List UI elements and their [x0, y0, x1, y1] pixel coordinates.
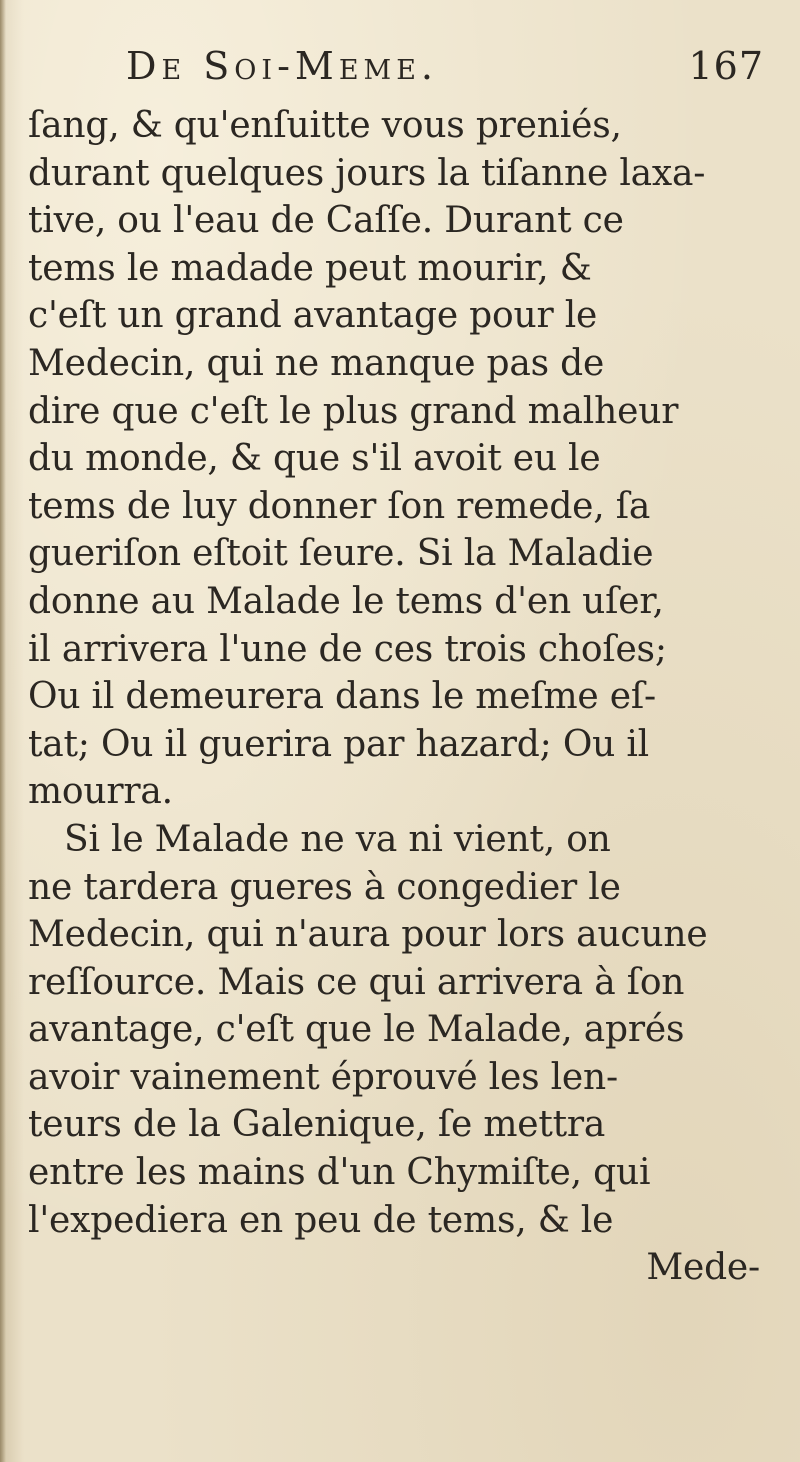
page-number: 167: [688, 44, 764, 88]
text-line: gueriſon eſtoit ſeure. Si la Maladie: [28, 533, 654, 575]
text-line: tems de luy donner ſon remede, ſa: [28, 485, 651, 527]
text-line: tive, ou l'eau de Caſſe. Durant ce: [28, 200, 624, 242]
binding-shadow: [0, 0, 6, 1462]
book-page: [28, 44, 768, 1424]
text-line: avoir vainement éprouvé les len-: [28, 1056, 618, 1098]
text-line: Ou il demeurera dans le meſme eſ-: [28, 676, 656, 718]
text-line: durant quelques jours la tiſanne laxa-: [28, 152, 706, 194]
text-line: tat; Ou il guerira par hazard; Ou il: [28, 723, 649, 765]
text-line: ne tardera gueres à congedier le: [28, 866, 621, 908]
text-line: teurs de la Galenique, ſe mettra: [28, 1104, 606, 1146]
text-line: mourra.: [28, 771, 173, 813]
running-head: [28, 44, 768, 102]
body-text: [28, 102, 768, 1292]
text-line: donne au Malade le tems d'en uſer,: [28, 580, 664, 622]
text-line: entre les mains d'un Chymiſte, qui: [28, 1152, 651, 1194]
text-line: ſang, & qu'enſuitte vous preniés,: [28, 105, 622, 146]
text-line: reſſource. Mais ce qui arrivera à ſon: [28, 961, 685, 1003]
text-line: c'eſt un grand avantage pour le: [28, 295, 598, 337]
text-line: du monde, & que s'il avoit eu le: [28, 438, 601, 480]
catchword: Mede-: [646, 1247, 760, 1289]
text-line: Medecin, qui ne manque pas de: [28, 342, 605, 384]
text-line: Medecin, qui n'aura pour lors aucune: [28, 914, 708, 956]
paragraph-start-line: Si le Malade ne va ni vient, on: [64, 818, 611, 860]
text-line: il arrivera l'une de ces trois choſes;: [28, 628, 667, 670]
text-line: avantage, c'eſt que le Malade, aprés: [28, 1009, 685, 1051]
running-title: De Soi-Meme.: [126, 44, 438, 88]
text-line: l'expediera en peu de tems, & le: [28, 1199, 614, 1241]
text-line: dire que c'eſt le plus grand malheur: [28, 390, 679, 432]
text-line: tems le madade peut mourir, &: [28, 247, 592, 289]
